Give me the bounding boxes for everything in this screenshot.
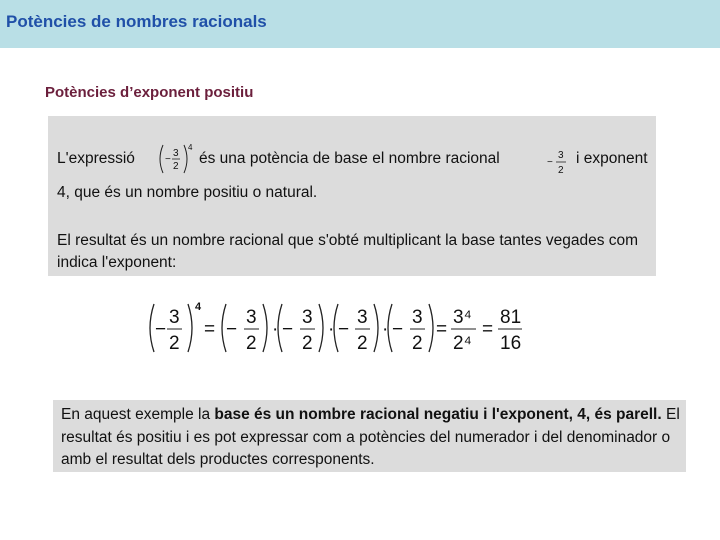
svg-text:4: 4 [195, 301, 202, 313]
definition-result-text: El resultat és un nombre racional que s'obté multiplicant la base tantes vegades com indica l'exponent: [57, 232, 639, 271]
explanation-note [53, 400, 686, 472]
svg-text:−: − [165, 154, 171, 165]
svg-text:2: 2 [357, 333, 368, 354]
svg-text:2: 2 [169, 333, 180, 354]
svg-text:=: = [204, 319, 216, 340]
svg-text:·: · [328, 319, 335, 340]
svg-text:−: − [338, 319, 350, 340]
svg-text:3: 3 [169, 307, 180, 328]
svg-text:=: = [436, 319, 448, 340]
inline-base-fraction [546, 146, 572, 178]
inline-power-formula [156, 140, 196, 180]
svg-text:81: 81 [500, 307, 522, 328]
svg-text:3: 3 [173, 148, 179, 159]
svg-text:3⁴: 3⁴ [453, 307, 472, 328]
note-text-2: El resultat és positiu i es pot expressar com a potències del numerador i del denominador o amb el resultat dels productes corresponents. [61, 406, 680, 468]
svg-text:−: − [155, 319, 167, 340]
section-title: Potències d’exponent positiu [45, 84, 254, 101]
svg-text:−: − [282, 319, 294, 340]
svg-text:3: 3 [412, 307, 423, 328]
expansion-equation [140, 294, 530, 360]
svg-text:16: 16 [500, 333, 522, 354]
svg-text:·: · [382, 319, 389, 340]
svg-text:−: − [392, 319, 404, 340]
svg-text:4: 4 [188, 143, 193, 152]
svg-text:3: 3 [357, 307, 368, 328]
svg-text:−: − [547, 157, 553, 168]
page-title: Potències de nombres racionals [6, 12, 267, 31]
svg-text:3: 3 [246, 307, 257, 328]
header-bar [0, 0, 720, 48]
note-text-1: En aquest exemple la [61, 406, 215, 423]
svg-text:3: 3 [302, 307, 313, 328]
definition-text-part2: és una potència de base el nombre racional [199, 150, 500, 167]
definition-text-part3: i exponent [576, 150, 648, 167]
svg-text:2: 2 [558, 165, 564, 176]
definition-text-part1: L'expressió [57, 150, 135, 167]
svg-text:2: 2 [302, 333, 313, 354]
definition-text-line2: 4, que és un nombre positiu o natural. [57, 184, 318, 201]
svg-text:·: · [272, 319, 279, 340]
svg-text:=: = [482, 319, 494, 340]
svg-text:2: 2 [173, 161, 179, 172]
note-bold-text: base és un nombre racional negatiu i l'exponent, 4, és parell. [214, 406, 662, 423]
svg-text:−: − [226, 319, 238, 340]
svg-text:2: 2 [412, 333, 423, 354]
svg-text:2: 2 [246, 333, 257, 354]
svg-text:2⁴: 2⁴ [453, 333, 472, 354]
svg-text:3: 3 [558, 150, 564, 161]
